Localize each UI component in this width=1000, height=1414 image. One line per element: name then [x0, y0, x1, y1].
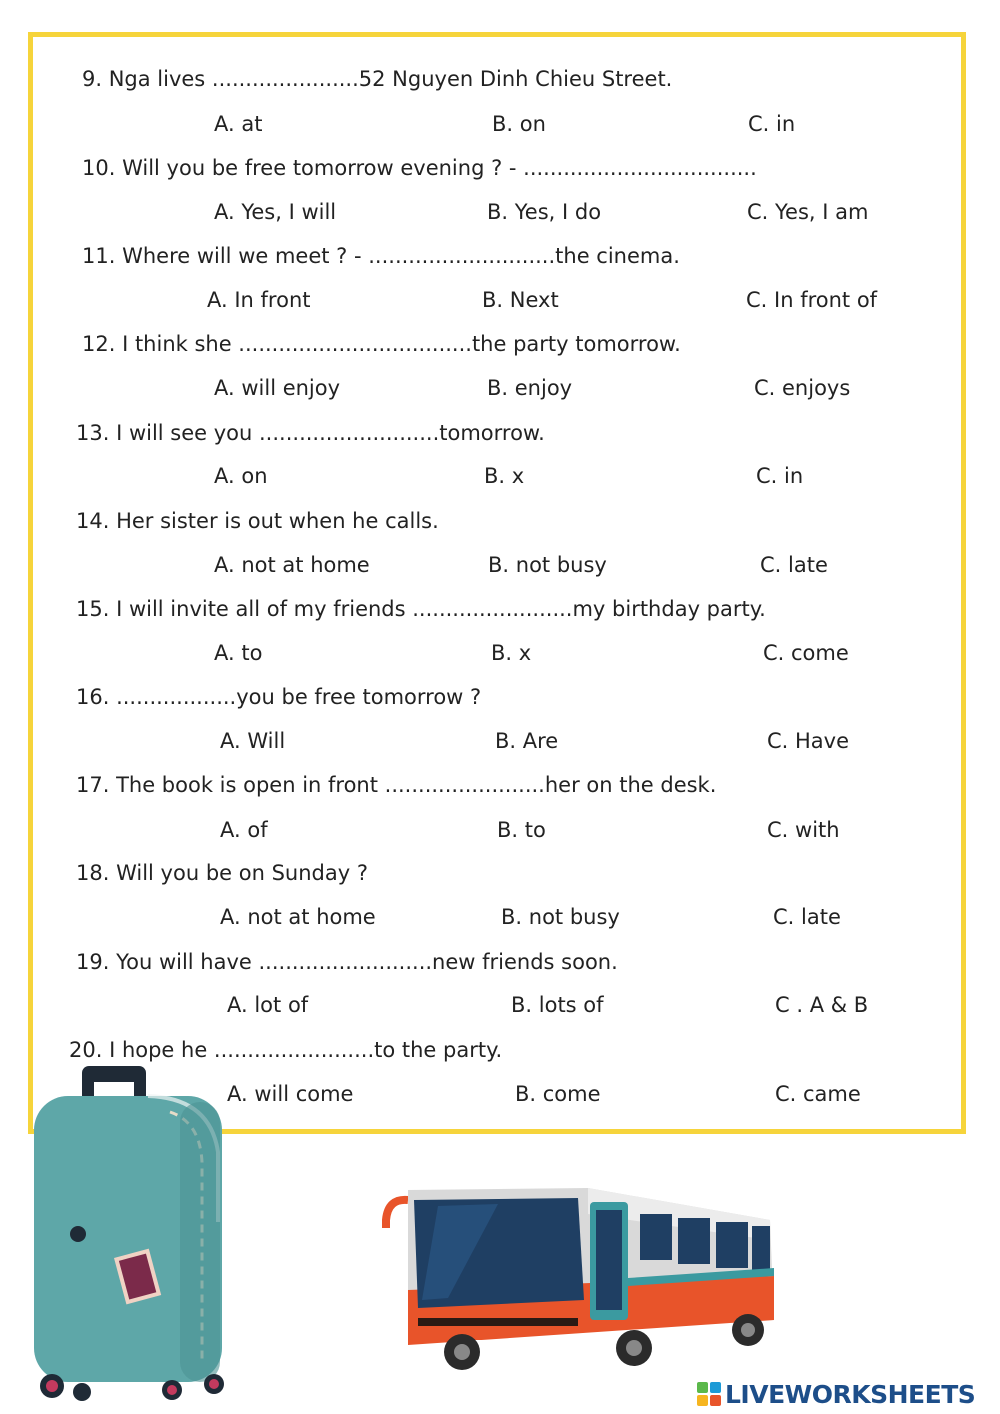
bus-grille [418, 1318, 578, 1326]
question-11: 11. Where will we meet ? - ............................the cinema. [82, 244, 680, 268]
bus-mirror-left [386, 1200, 408, 1228]
bus-window-1 [640, 1214, 672, 1260]
q12-option-c[interactable]: C. enjoys [754, 376, 851, 400]
bus-window-3 [716, 1222, 748, 1268]
question-13: 13. I will see you ...........................tomorrow. [76, 421, 545, 445]
q17-option-c[interactable]: C. with [767, 818, 840, 842]
q19-option-b[interactable]: B. lots of [511, 993, 604, 1017]
q9-option-b[interactable]: B. on [492, 112, 546, 136]
q19-option-c[interactable]: C . A & B [775, 993, 869, 1017]
liveworksheets-badge-icon [697, 1382, 721, 1406]
q11-option-b[interactable]: B. Next [482, 288, 559, 312]
q17-option-b[interactable]: B. to [497, 818, 546, 842]
q18-option-c[interactable]: C. late [773, 905, 841, 929]
question-18: 18. Will you be on Sunday ? [76, 861, 368, 885]
q16-option-b[interactable]: B. Are [495, 729, 559, 753]
q13-option-c[interactable]: C. in [756, 464, 804, 488]
q12-option-b[interactable]: B. enjoy [487, 376, 573, 400]
question-19: 19. You will have ..........................new friends soon. [76, 950, 618, 974]
question-10: 10. Will you be free tomorrow evening ? - ................................... [82, 156, 757, 180]
q17-option-a[interactable]: A. of [220, 818, 268, 842]
question-20: 20. I hope he ........................to the party. [69, 1038, 503, 1062]
q19-option-a[interactable]: A. lot of [227, 993, 309, 1017]
bus-window-2 [678, 1218, 710, 1264]
q14-option-c[interactable]: C. late [760, 553, 828, 577]
q15-option-a[interactable]: A. to [214, 641, 263, 665]
q16-option-c[interactable]: C. Have [767, 729, 850, 753]
q13-option-a[interactable]: A. on [214, 464, 268, 488]
suitcase-lock [70, 1226, 86, 1242]
q13-option-b[interactable]: B. x [484, 464, 525, 488]
q11-option-a[interactable]: A. In front [207, 288, 311, 312]
bus-illustration [378, 1180, 778, 1375]
q15-option-b[interactable]: B. x [491, 641, 532, 665]
bus-window-4 [752, 1226, 770, 1272]
q9-option-a[interactable]: A. at [214, 112, 263, 136]
q11-option-c[interactable]: C. In front of [746, 288, 878, 312]
question-15: 15. I will invite all of my friends ........................my birthday party. [76, 597, 766, 621]
q18-option-a[interactable]: A. not at home [220, 905, 376, 929]
q20-option-b[interactable]: B. come [515, 1082, 601, 1106]
suitcase-side-shade [180, 1102, 220, 1382]
question-9: 9. Nga lives ......................52 Nguyen Dinh Chieu Street. [82, 67, 673, 91]
q9-option-c[interactable]: C. in [748, 112, 796, 136]
question-17: 17. The book is open in front ........................her on the desk. [76, 773, 717, 797]
q15-option-c[interactable]: C. come [763, 641, 849, 665]
q20-option-a[interactable]: A. will come [227, 1082, 354, 1106]
brand-name: LIVEWORKSHEETS [725, 1379, 976, 1409]
q10-option-c[interactable]: C. Yes, I am [747, 200, 869, 224]
suitcase-illustration [30, 1062, 230, 1402]
q10-option-b[interactable]: B. Yes, I do [487, 200, 602, 224]
q14-option-a[interactable]: A. not at home [214, 553, 370, 577]
q20-option-c[interactable]: C. came [775, 1082, 861, 1106]
q14-option-b[interactable]: B. not busy [488, 553, 607, 577]
question-16: 16. ..................you be free tomorrow ? [76, 685, 482, 709]
suitcase-wheel-2 [73, 1383, 91, 1401]
q18-option-b[interactable]: B. not busy [501, 905, 620, 929]
q10-option-a[interactable]: A. Yes, I will [214, 200, 337, 224]
q16-option-a[interactable]: A. Will [220, 729, 286, 753]
liveworksheets-logo[interactable] [697, 1378, 993, 1410]
question-12: 12. I think she ...................................the party tomorrow. [82, 332, 681, 356]
q12-option-a[interactable]: A. will enjoy [214, 376, 341, 400]
question-14: 14. Her sister is out when he calls. [76, 509, 439, 533]
